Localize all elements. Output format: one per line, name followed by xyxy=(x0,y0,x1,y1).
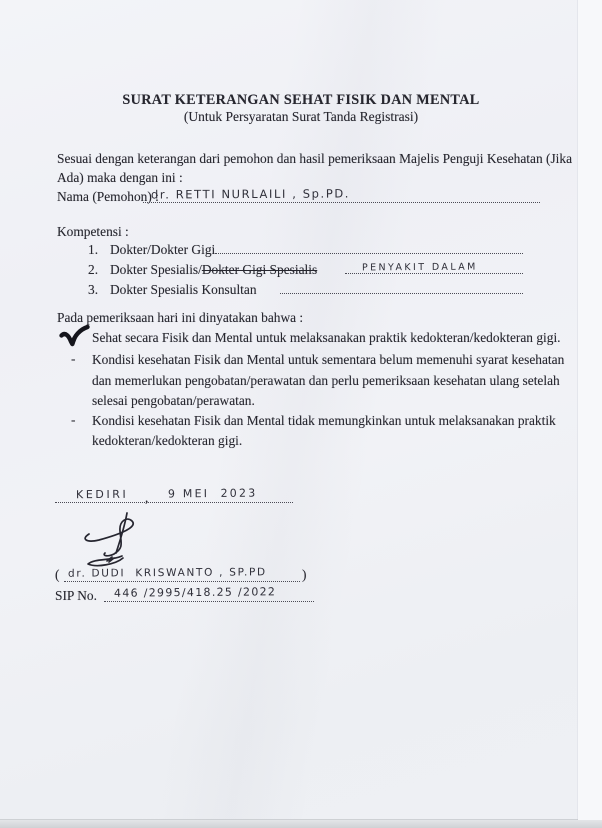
signer-open-paren: ( xyxy=(55,567,60,582)
option-3-line-2: kedokteran/kedokteran gigi. xyxy=(92,433,243,448)
signer-close-paren: ) xyxy=(302,567,307,582)
document-title: SURAT KETERANGAN SEHAT FISIK DAN MENTAL xyxy=(122,92,480,108)
item-1-number: 1. xyxy=(88,242,99,257)
date-handwritten: 9 MEI 2023 xyxy=(167,486,258,501)
kompetensi-item-1 xyxy=(88,242,215,258)
item-3-dotted-line xyxy=(280,293,523,294)
name-label: Nama (Pemohon) : xyxy=(57,189,163,204)
scan-bottom-edge xyxy=(0,820,602,828)
option-2-dash: - xyxy=(71,351,76,366)
document-subtitle: (Untuk Persyaratan Surat Tanda Registrasi) xyxy=(183,109,419,124)
kompetensi-label: Kompetensi : xyxy=(57,224,129,239)
item-2-prefix: Dokter Spesialis/ xyxy=(110,262,202,277)
date-dotted-line xyxy=(55,502,293,503)
kompetensi-item-3 xyxy=(88,282,257,298)
sip-label: SIP No. xyxy=(55,588,97,603)
sip-dotted-line xyxy=(104,601,314,602)
option-1-text: Sehat secara Fisik dan Mental untuk melaksanakan praktik kedokteran/kedokteran gigi. xyxy=(92,330,561,345)
signature-icon xyxy=(78,512,166,572)
statement-label: Pada pemeriksaan hari ini dinyatakan bahwa : xyxy=(57,310,304,325)
item-2-number: 2. xyxy=(88,262,99,277)
sip-handwritten-value: 446 /2995/418.25 /2022 xyxy=(113,585,277,600)
name-handwritten-value: dr. RETTI NURLAILI , Sp.PD. xyxy=(150,186,351,202)
item-3-text: Dokter Spesialis Konsultan xyxy=(110,282,257,297)
item-3-number: 3. xyxy=(88,282,99,297)
item-1-text: Dokter/Dokter Gigi xyxy=(110,242,216,257)
checkmark-icon xyxy=(60,325,89,348)
item-2-struck-text: Dokter Gigi Spesialis xyxy=(201,262,318,277)
name-dotted-line xyxy=(143,202,540,203)
signer-dotted-line xyxy=(64,581,300,582)
option-2-line-1: Kondisi kesehatan Fisik dan Mental untuk sementara belum memenuhi syarat kesehatan xyxy=(92,352,565,367)
intro-line-1: Sesuai dengan keterangan dari pemohon dan hasil pemeriksaan Majelis Penguji Kesehatan (Jika xyxy=(57,151,573,166)
option-3-dash: - xyxy=(71,412,76,427)
option-2-line-2: dan memerlukan pengobatan/perawatan dan perlu pemeriksaan kesehatan ulang setelah xyxy=(92,373,560,388)
option-3-line-1: Kondisi kesehatan Fisik dan Mental tidak memungkinkan untuk melaksanakan praktik xyxy=(92,413,556,428)
kompetensi-item-2 xyxy=(88,262,317,278)
city-handwritten: KEDIRI xyxy=(75,487,129,502)
intro-line-2: Ada) maka dengan ini : xyxy=(57,170,183,185)
item-1-dotted-line xyxy=(215,253,523,254)
date-comma: , xyxy=(145,490,149,505)
signer-name-handwritten: dr. DUDI KRISWANTO , SP.PD xyxy=(67,566,267,580)
option-2-line-3: selesai pengobatan/perawatan. xyxy=(92,393,255,408)
item-2-handwritten-value: PENYAKIT DALAM xyxy=(361,261,478,274)
